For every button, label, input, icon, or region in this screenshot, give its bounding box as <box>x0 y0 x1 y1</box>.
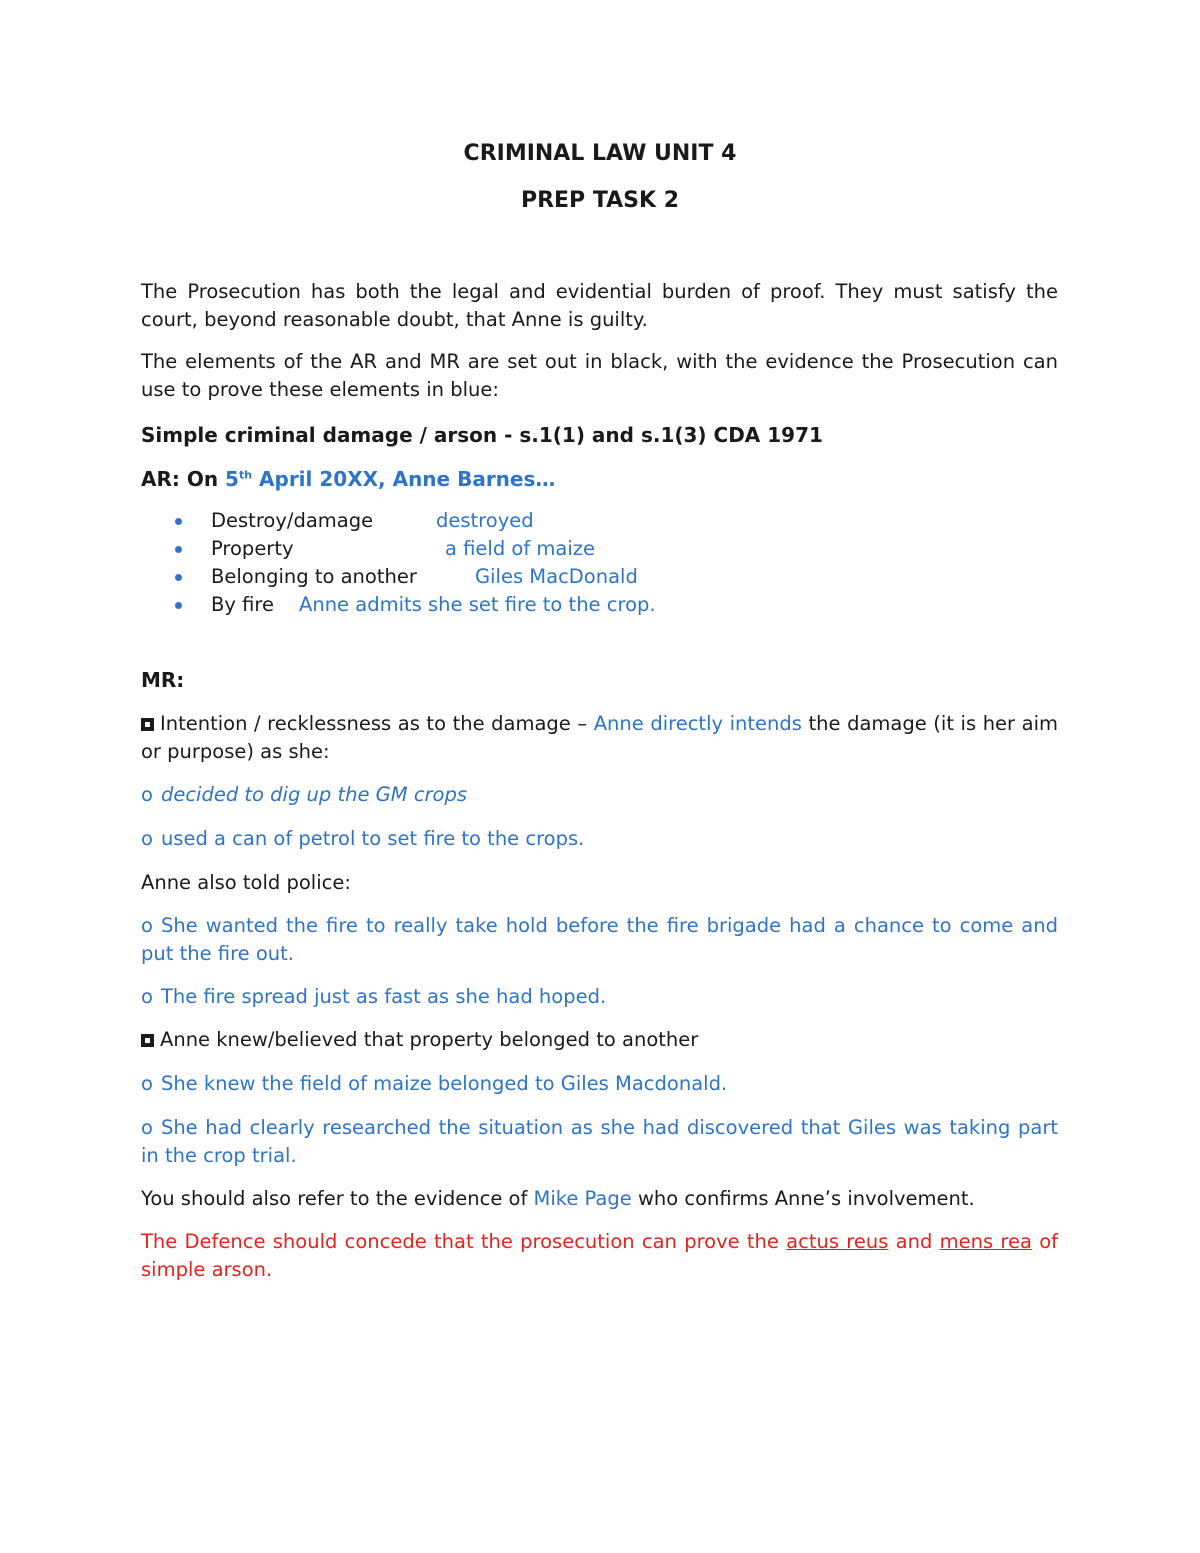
offence-heading: Simple criminal damage / arson - s.1(1) and s.1(3) CDA 1971 <box>141 423 823 447</box>
refer-post: who confirms Anne’s involvement. <box>631 1187 975 1210</box>
police-statement-text: She wanted the fire to really take hold before the fire brigade had a chance to come and put the fire out. <box>141 914 1058 965</box>
ar-element-label: By fire <box>211 593 274 616</box>
ar-element-row <box>0 507 1200 535</box>
ar-element-label: Property <box>211 537 294 560</box>
ar-element-label: Destroy/damage <box>211 509 374 532</box>
bullet-dot <box>175 518 182 525</box>
mr-intention-highlight: Anne directly intends <box>593 712 802 735</box>
refer-pre: You should also refer to the evidence of <box>141 1187 534 1210</box>
ar-date-rest: April 20XX, Anne Barnes… <box>252 467 556 491</box>
bullet-dot <box>175 602 182 609</box>
mr-intention-paragraph <box>141 710 1058 766</box>
ar-date-number: 5 <box>225 467 239 491</box>
mr-knowledge-text: Anne knew/believed that property belonged to another <box>160 1028 699 1051</box>
ar-date-suffix: th <box>238 468 253 482</box>
ar-element-evidence: Anne admits she set fire to the crop. <box>299 593 656 616</box>
mens-rea-term: mens rea <box>939 1230 1032 1253</box>
mr-sub-item-text: decided to dig up the GM crops <box>160 783 468 806</box>
bullet-dot <box>175 546 182 553</box>
knowledge-evidence-text: She knew the field of maize belonged to Giles Macdonald. <box>160 1072 728 1095</box>
knowledge-evidence <box>141 1070 1058 1098</box>
circle-bullet-icon: o <box>141 985 153 1008</box>
conclusion-post: of simple arson. <box>141 1230 1059 1281</box>
circle-bullet-icon: o <box>141 914 153 937</box>
ar-element-evidence: a field of maize <box>445 537 596 560</box>
police-statement-text: The fire spread just as fast as she had hoped. <box>160 985 607 1008</box>
intro-paragraph-2: The elements of the AR and MR are set out in black, with the evidence the Prosecution can use to prove these elements in blue: <box>141 350 1058 401</box>
ar-element-evidence: Giles MacDonald <box>475 565 638 588</box>
witness-name: Mike Page <box>533 1187 632 1210</box>
mr-intention-pre: Intention / recklessness as to the damage – <box>160 712 594 735</box>
ar-element-label: Belonging to another <box>211 565 417 588</box>
knowledge-evidence <box>141 1114 1058 1170</box>
knowledge-evidence-text: She had clearly researched the situation as she had discovered that Giles was taking part in the crop trial. <box>141 1116 1058 1167</box>
ar-heading <box>141 465 1058 493</box>
mr-sub-item <box>141 825 1058 853</box>
circle-bullet-icon: o <box>141 1072 153 1095</box>
police-statement <box>141 983 1058 1011</box>
square-bullet-icon <box>141 1034 154 1047</box>
told-police-line: Anne also told police: <box>141 871 351 894</box>
ar-element-row <box>0 535 1200 563</box>
intro-paragraph-1: The Prosecution has both the legal and evidential burden of proof. They must satisfy the court, beyond reasonable doubt, that Anne is guilty. <box>141 280 1058 331</box>
document-title: CRIMINAL LAW UNIT 4 <box>463 141 737 166</box>
mr-intention-post: the damage (it is her aim or purpose) as she: <box>141 712 1058 763</box>
circle-bullet-icon: o <box>141 783 153 806</box>
ar-element-row <box>0 591 1200 619</box>
ar-element-row <box>0 563 1200 591</box>
bullet-dot <box>175 574 182 581</box>
circle-bullet-icon: o <box>141 827 153 850</box>
police-statement <box>141 912 1058 968</box>
circle-bullet-icon: o <box>141 1116 153 1139</box>
mr-sub-item <box>141 781 1058 809</box>
conclusion-pre: The Defence should concede that the prosecution can prove the <box>141 1230 787 1253</box>
mr-heading: MR: <box>141 668 185 692</box>
ar-label: AR: On <box>141 467 226 491</box>
square-bullet-icon <box>141 718 154 731</box>
document-subtitle: PREP TASK 2 <box>520 188 680 213</box>
conclusion-paragraph <box>141 1228 1058 1284</box>
refer-evidence-paragraph <box>141 1185 1058 1213</box>
mr-knowledge-paragraph <box>141 1026 1058 1054</box>
conclusion-and: and <box>888 1230 940 1253</box>
actus-reus-term: actus reus <box>786 1230 889 1253</box>
ar-element-evidence: destroyed <box>436 509 534 532</box>
mr-sub-item-text: used a can of petrol to set fire to the crops. <box>160 827 585 850</box>
